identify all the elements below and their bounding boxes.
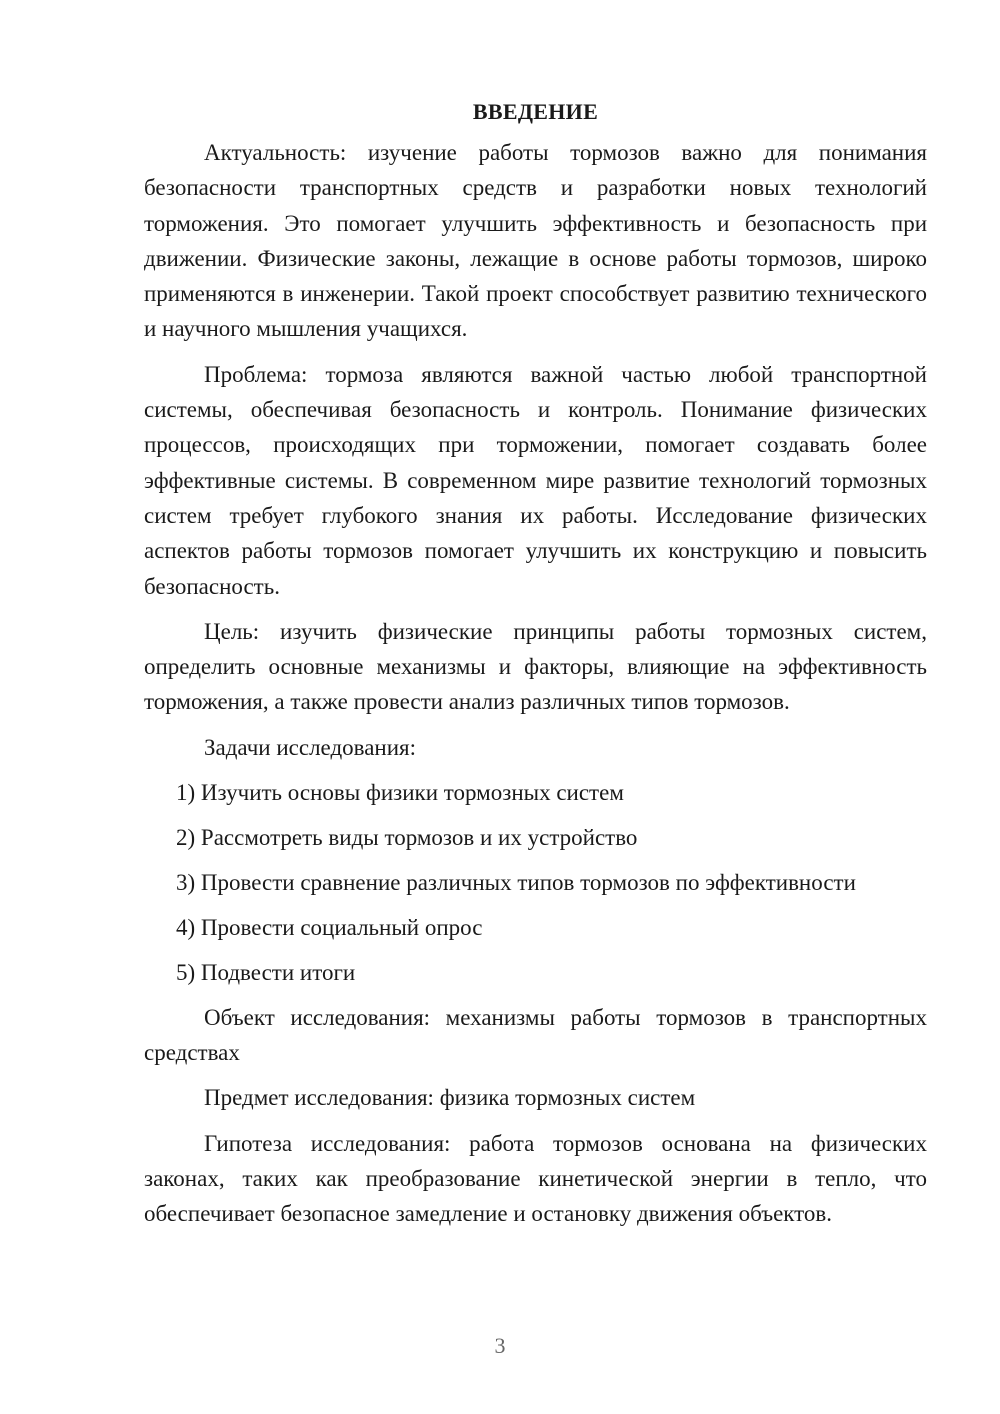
hypothesis-paragraph: Гипотеза исследования: работа тормозов основана на физических законах, таких как преобразование кинетической энергии в тепло, что обеспечивает безопасное замедление и остановку движения объектов. — [144, 1130, 927, 1227]
task-item: 5) Подвести итоги — [176, 959, 356, 985]
task-item: 2) Рассмотреть виды тормозов и их устройство — [176, 824, 638, 850]
section-heading: ВВЕДЕНИЕ — [472, 99, 599, 124]
subject-paragraph: Предмет исследования: физика тормозных систем — [204, 1085, 696, 1111]
task-item: 1) Изучить основы физики тормозных систем — [176, 779, 624, 805]
problem-paragraph: Проблема: тормоза являются важной частью любой транспортной системы, обеспечивая безопасность и контроль. Понимание физических процессов, происходящих при торможении, помогает создавать более эффективные системы. В современном мире развитие технологий тормозных систем требует глубокого знания их работы. Исследование физических аспектов работы тормозов помогает улучшить их конструкцию и повысить безопасность. — [144, 361, 927, 599]
task-item: 4) Провести социальный опрос — [176, 914, 483, 940]
task-item: 3) Провести сравнение различных типов тормозов по эффективности — [176, 869, 856, 895]
tasks-heading: Задачи исследования: — [204, 734, 417, 760]
object-paragraph: Объект исследования: механизмы работы тормозов в транспортных средствах — [144, 1004, 927, 1066]
task-list — [144, 775, 927, 990]
goal-paragraph: Цель: изучить физические принципы работы тормозных систем, определить основные механизмы и факторы, влияющие на эффективность торможения, а также провести анализ различных типов тормозов. — [144, 618, 927, 715]
page-content — [144, 94, 927, 1232]
relevance-paragraph: Актуальность: изучение работы тормозов важно для понимания безопасности транспортных средств и разработки новых технологий торможения. Это помогает улучшить эффективность и безопасность при движении. Физические законы, лежащие в основе работы тормозов, широко применяются в инженерии. Такой проект способствует развитию технического и научного мышления учащихся. — [144, 140, 927, 342]
page-number: 3 — [494, 1333, 506, 1358]
